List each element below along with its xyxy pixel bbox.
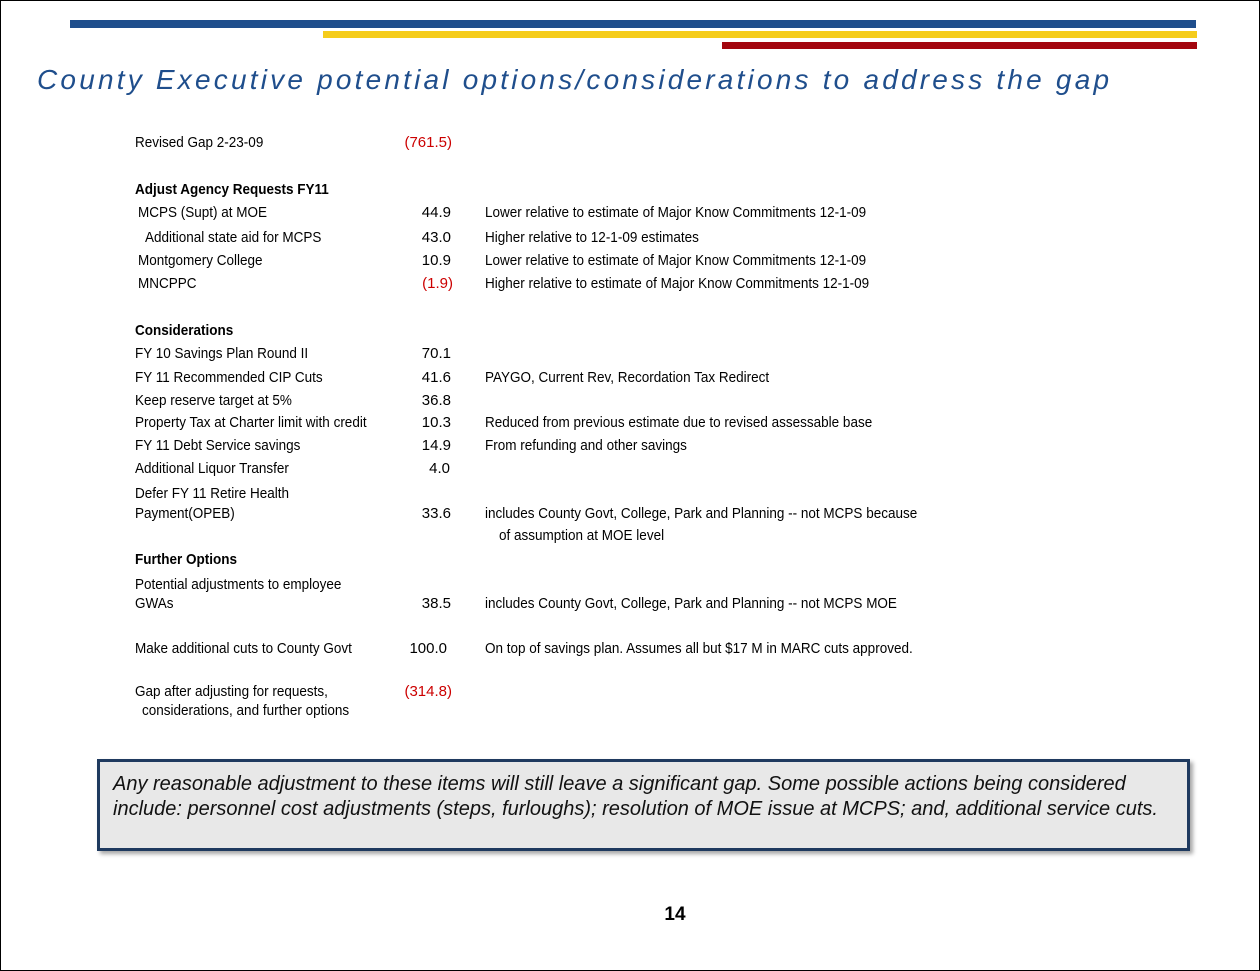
header-bar-yellow [323, 31, 1197, 38]
adjust-row-label: Additional state aid for MCPS [145, 229, 322, 246]
further-row-label: Make additional cuts to County Govt [135, 640, 352, 657]
consideration-row-label: FY 10 Savings Plan Round II [135, 345, 309, 362]
consideration-row-value: 41.6 [421, 369, 451, 386]
adjust-heading: Adjust Agency Requests FY11 [135, 181, 329, 198]
final-gap-value: (314.8) [404, 683, 452, 700]
final-gap-label: Gap after adjusting for requests, [135, 683, 328, 700]
callout-box: Any reasonable adjustment to these items will still leave a significant gap. Some possible actions being considered include: personnel cost adjustments (steps, furloughs); resolution of MOE issue at MCPS; and, additional service cuts. [97, 759, 1190, 851]
further-row-label: Potential adjustments to employee [135, 576, 342, 593]
consideration-row-note: PAYGO, Current Rev, Recordation Tax Redirect [485, 369, 770, 386]
consideration-row-label: Payment(OPEB) [135, 505, 235, 522]
adjust-row-note: Lower relative to estimate of Major Know Commitments 12-1-09 [485, 252, 867, 269]
final-gap-label: considerations, and further options [142, 702, 350, 719]
adjust-row-note: Higher relative to estimate of Major Know Commitments 12-1-09 [485, 275, 870, 292]
header-bar-blue [70, 20, 1196, 28]
consideration-row-value: 33.6 [421, 505, 451, 522]
further-heading: Further Options [135, 551, 237, 568]
further-row-value: 38.5 [421, 595, 451, 612]
page-number: 14 [664, 904, 686, 925]
consideration-row-note: of assumption at MOE level [499, 527, 665, 544]
consideration-row-note: Reduced from previous estimate due to revised assessable base [485, 414, 873, 431]
consideration-row-label: Defer FY 11 Retire Health [135, 485, 290, 502]
adjust-row-note: Lower relative to estimate of Major Know Commitments 12-1-09 [485, 204, 867, 221]
considerations-heading: Considerations [135, 322, 234, 339]
consideration-row-label: FY 11 Debt Service savings [135, 437, 301, 454]
further-row-label: GWAs [135, 595, 174, 612]
slide-title: County Executive potential options/considerations to address the gap [37, 64, 1113, 95]
adjust-row-value: 43.0 [421, 229, 451, 246]
adjust-row-label: Montgomery College [138, 252, 263, 269]
consideration-row-value: 36.8 [421, 392, 451, 409]
consideration-row-value: 70.1 [421, 345, 451, 362]
adjust-row-label: MCPS (Supt) at MOE [138, 204, 268, 221]
consideration-row-value: 14.9 [421, 437, 451, 454]
consideration-row-note: From refunding and other savings [485, 437, 687, 454]
adjust-row-note: Higher relative to 12-1-09 estimates [485, 229, 699, 246]
consideration-row-note: includes County Govt, College, Park and Planning -- not MCPS because [485, 505, 918, 522]
revised-gap-value: (761.5) [404, 134, 452, 151]
adjust-row-label: MNCPPC [138, 275, 197, 292]
consideration-row-label: Keep reserve target at 5% [135, 392, 292, 409]
adjust-row-value: 10.9 [421, 252, 451, 269]
consideration-row-value: 4.0 [429, 460, 450, 477]
consideration-row-label: Additional Liquor Transfer [135, 460, 289, 477]
consideration-row-label: FY 11 Recommended CIP Cuts [135, 369, 323, 386]
consideration-row-value: 10.3 [421, 414, 451, 431]
header-bar-red [722, 42, 1197, 49]
further-row-note: includes County Govt, College, Park and Planning -- not MCPS MOE [485, 595, 897, 612]
revised-gap-label: Revised Gap 2-23-09 [135, 134, 264, 151]
adjust-row-value: 44.9 [421, 204, 451, 221]
adjust-row-value: (1.9) [422, 275, 453, 292]
consideration-row-label: Property Tax at Charter limit with credit [135, 414, 367, 431]
further-row-value: 100.0 [409, 640, 447, 657]
further-row-note: On top of savings plan. Assumes all but $17 M in MARC cuts approved. [485, 640, 913, 657]
